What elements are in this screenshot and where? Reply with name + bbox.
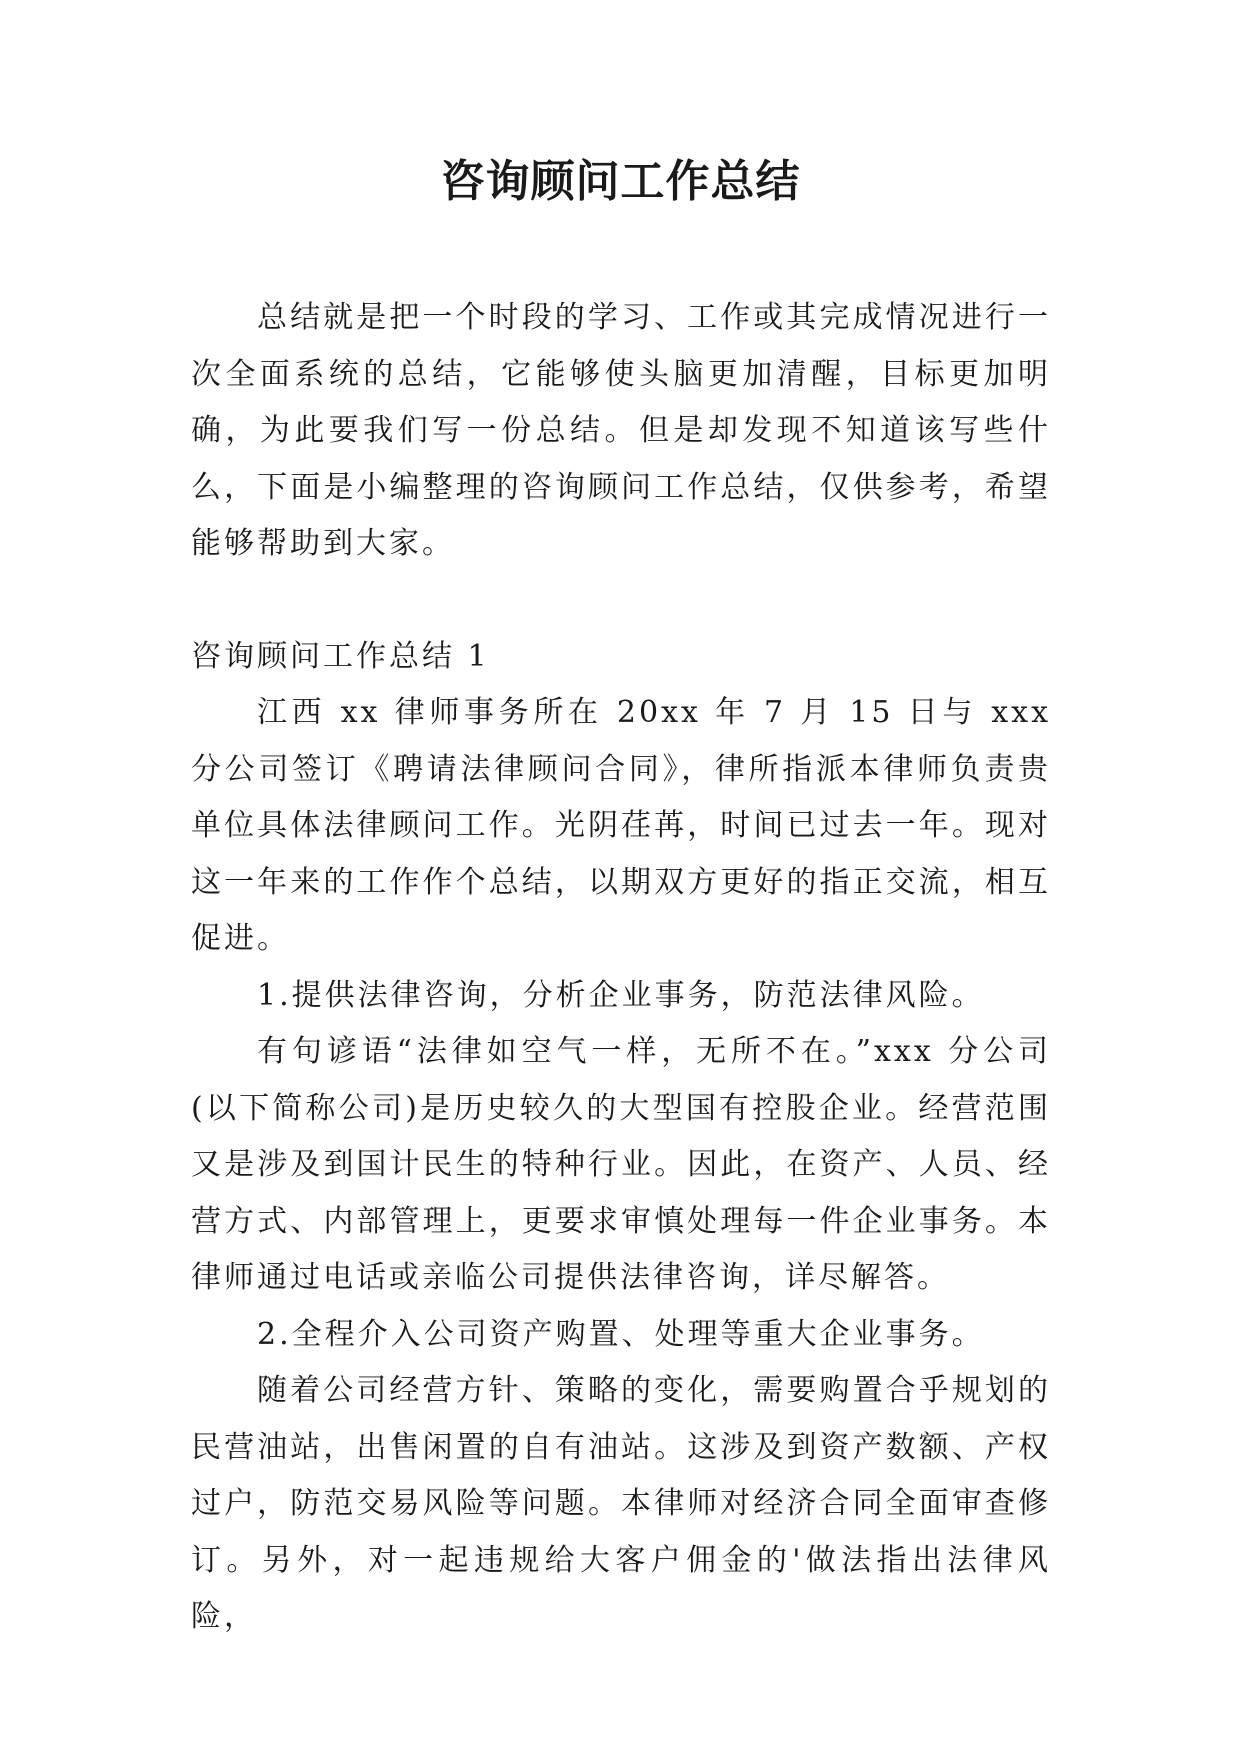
- document-body: [191, 290, 1051, 1646]
- document-title: 咨询顾问工作总结: [440, 156, 801, 207]
- body-paragraph-1: 江西 xx 律师事务所在 20xx 年 7 月 15 日与 xxx 分公司签订《聘请法律顾问合同》，律所指派本律师负责贵单位具体法律顾问工作。光阴荏苒，时间已过去一年。现对这一年来的工作作个总结，以期双方更好的指正交流，相互促进。: [191, 695, 1051, 956]
- section-spacer: [191, 573, 1051, 629]
- intro-paragraph: 总结就是把一个时段的学习、工作或其完成情况进行一次全面系统的总结，它能够使头脑更加清醒，目标更加明确，为此要我们写一份总结。但是却发现不知道该写些什么，下面是小编整理的咨询顾问工作总结，仅供参考，希望能够帮助到大家。: [191, 300, 1051, 561]
- section-heading: 咨询顾问工作总结 1: [191, 638, 490, 674]
- list-item-2: 2.全程介入公司资产购置、处理等重大企业事务。: [257, 1316, 985, 1352]
- body-paragraph-3: 随着公司经营方针、策略的变化，需要购置合乎规划的民营油站，出售闲置的自有油站。这涉及到资产数额、产权过户，防范交易风险等问题。本律师对经济合同全面审查修订。另外，对一起违规给大客户佣金的'做法指出法律风险，: [191, 1373, 1051, 1634]
- body-paragraph-2: 有句谚语“法律如空气一样，无所不在。”xxx 分公司(以下简称公司)是历史较久的大型国有控股企业。经营范围又是涉及到国计民生的特种行业。因此，在资产、人员、经营方式、内部管理上，更要求审慎处理每一件企业事务。本律师通过电话或亲临公司提供法律咨询，详尽解答。: [191, 1034, 1051, 1295]
- list-item-1: 1.提供法律咨询，分析企业事务，防范法律风险。: [257, 977, 985, 1013]
